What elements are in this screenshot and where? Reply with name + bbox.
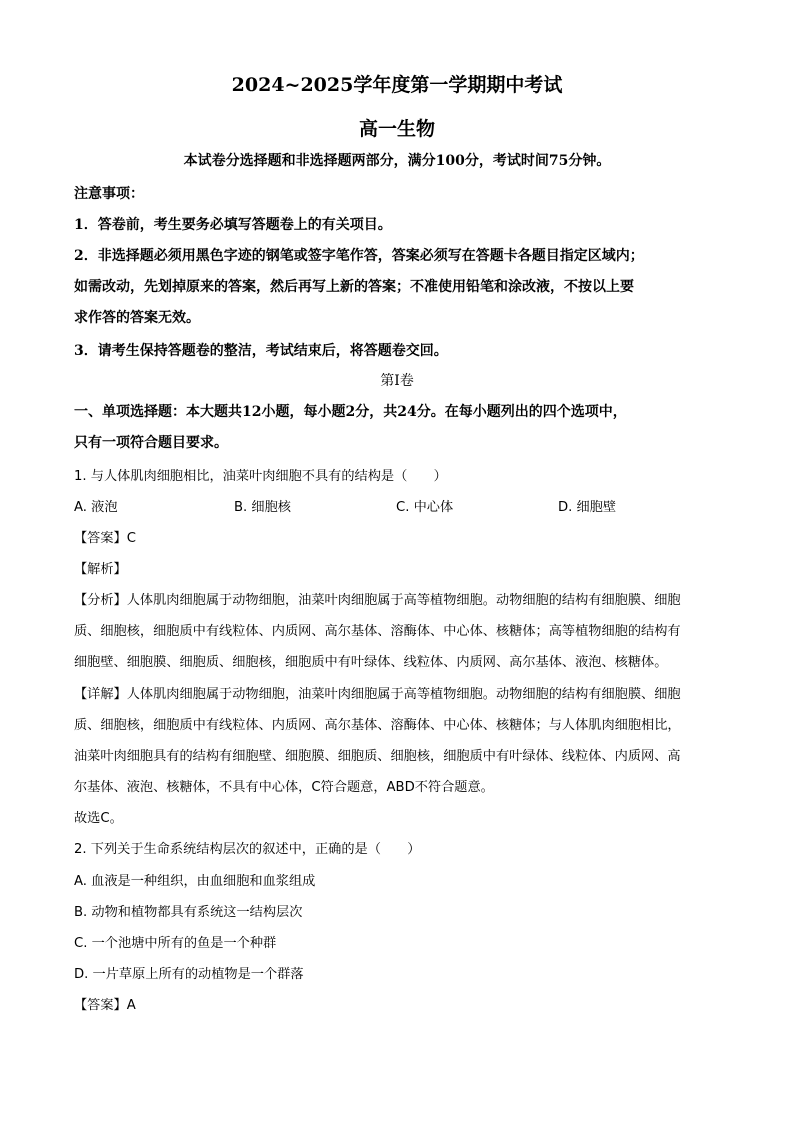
q2-stem: 2. 下列关于生命系统结构层次的叙述中，正确的是（ ） <box>74 842 421 857</box>
q1-xiangjie-line-1: 【详解】人体肌肉细胞属于动物细胞，油菜叶肉细胞属于高等植物细胞。动物细胞的结构有细胞膜、细胞 <box>74 687 681 702</box>
notes-heading: 注意事项： <box>74 186 144 202</box>
q2-answer: 【答案】A <box>74 998 136 1013</box>
q1-fenxi-line-1: 【分析】人体肌肉细胞属于动物细胞，油菜叶肉细胞属于高等植物细胞。动物细胞的结构有细胞膜、细胞 <box>74 593 681 608</box>
q1-fenxi-line-3: 细胞壁、细胞膜、细胞质、细胞核，细胞质中有叶绿体、线粒体、内质网、高尔基体、液泡、核糖体。 <box>74 655 668 670</box>
notes-item-3: 3．请考生保持答题卷的整洁，考试结束后，将答题卷交回。 <box>74 343 448 359</box>
q1-option-c: C. 中心体 <box>396 500 454 515</box>
q1-conclusion: 故选C。 <box>74 811 123 826</box>
section1-heading-line-1: 一、单项选择题：本大题共12小题，每小题2分，共24分。在每小题列出的四个选项中， <box>74 404 627 420</box>
q1-option-b: B. 细胞核 <box>234 500 291 515</box>
q1-option-d: D. 细胞壁 <box>558 500 617 515</box>
q1-fenxi-line-2: 质、细胞核，细胞质中有线粒体、内质网、高尔基体、溶酶体、中心体、核糖体；高等植物细胞的结构有 <box>74 624 681 639</box>
q1-xiangjie-line-4: 尔基体、液泡、核糖体，不具有中心体，C符合题意，ABD不符合题意。 <box>74 780 494 795</box>
q1-xiangjie-line-3: 油菜叶肉细胞具有的结构有细胞壁、细胞膜、细胞质、细胞核，细胞质中有叶绿体、线粒体、内质网、高 <box>74 749 681 764</box>
exam-intro: 本试卷分选择题和非选择题两部分，满分100分，考试时间75分钟。 <box>183 153 611 169</box>
notes-item-2-line-1: 2．非选择题必须用黑色字迹的钢笔或签字笔作答，答案必须写在答题卡各题目指定区域内； <box>74 248 644 264</box>
q2-option-a: A. 血液是一种组织，由血细胞和血浆组成 <box>74 874 316 889</box>
q2-option-d: D. 一片草原上所有的动植物是一个群落 <box>74 967 304 982</box>
notes-item-2-line-2: 如需改动，先划掉原来的答案，然后再写上新的答案；不准使用铅笔和涂改液，不按以上要 <box>74 279 634 295</box>
q1-xiangjie-line-2: 质、细胞核，细胞质中有线粒体、内质网、高尔基体、溶酶体、中心体、核糖体；与人体肌肉细胞相比， <box>74 718 681 733</box>
volume-label: 第Ⅰ卷 <box>380 373 414 389</box>
section1-heading-line-2: 只有一项符合题目要求。 <box>74 435 228 451</box>
notes-item-1: 1．答卷前，考生要务必填写答题卷上的有关项目。 <box>74 217 392 233</box>
exam-subject: 高一生物 <box>358 118 435 140</box>
q1-stem: 1. 与人体肌肉细胞相比，油菜叶肉细胞不具有的结构是（ ） <box>74 469 447 484</box>
q1-answer: 【答案】C <box>74 531 136 546</box>
q2-option-c: C. 一个池塘中所有的鱼是一个种群 <box>74 936 277 951</box>
q1-option-a: A. 液泡 <box>74 500 118 515</box>
q1-analysis-label: 【解析】 <box>74 562 127 577</box>
q2-option-b: B. 动物和植物都具有系统这一结构层次 <box>74 905 303 920</box>
exam-title: 2024~2025学年度第一学期期中考试 <box>231 74 563 96</box>
notes-item-2-line-3: 求作答的答案无效。 <box>74 310 200 326</box>
